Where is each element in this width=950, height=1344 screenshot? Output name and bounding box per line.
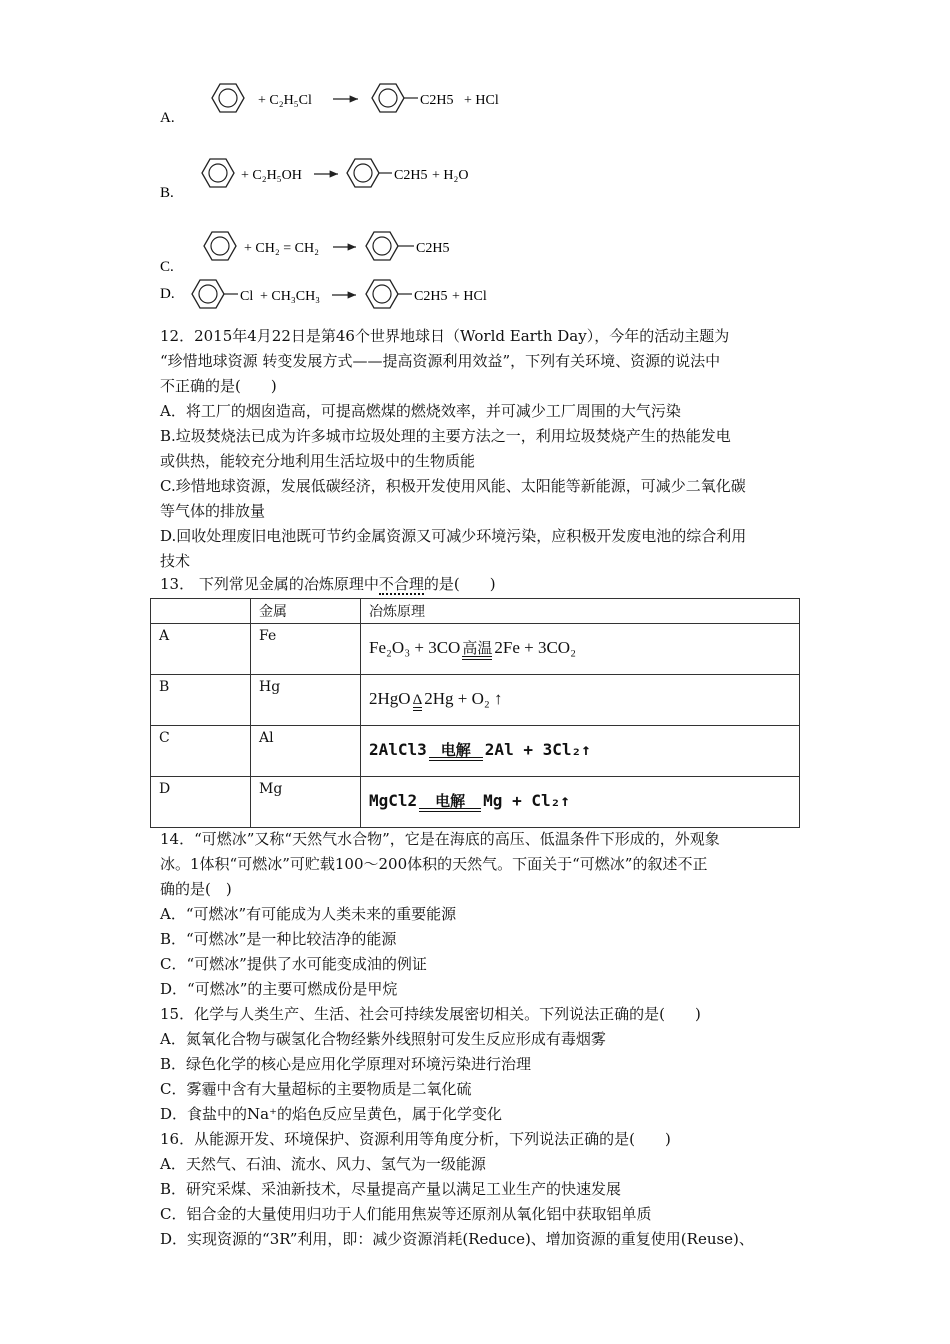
q15-option-a: A．氮氧化合物与碳氢化合物经紫外线照射可发生反应形成有毒烟雾 xyxy=(160,1030,606,1048)
q14-stem-line1: 14．“可燃冰”又称“天然气水合物”，它是在海底的高压、低温条件下形成的，外观象 xyxy=(160,830,720,848)
eq-left: 2HgO xyxy=(369,689,411,708)
table-row xyxy=(151,726,800,777)
eq-left: Fe₂O₃ + 3CO xyxy=(369,638,461,657)
eq-left: MgCl2 xyxy=(369,791,418,810)
q13-table xyxy=(150,598,800,828)
row-metal: Mg xyxy=(251,777,361,828)
q12-option-d-line2: 技术 xyxy=(160,552,191,570)
q12-option-a: A．将工厂的烟囱造高，可提高燃煤的燃烧效率，并可减少工厂周围的大气污染 xyxy=(160,402,681,420)
benzene-ring-icon xyxy=(366,232,398,260)
q12-stem-line3: 不正确的是( ) xyxy=(160,377,277,395)
eq-right: 2Hg + O₂ ↑ xyxy=(424,689,503,708)
q15-option-c: C．雾霾中含有大量超标的主要物质是二氧化硫 xyxy=(160,1080,472,1098)
q11-option-a-label: A. xyxy=(160,110,175,126)
q16-stem: 16．从能源开发、环境保护、资源利用等角度分析，下列说法正确的是( ) xyxy=(160,1130,671,1148)
table-row xyxy=(151,777,800,828)
q11-c-product-group: C2H5 xyxy=(416,241,450,256)
q14-stem-line3: 确的是( ) xyxy=(160,880,232,898)
q16-option-c: C．铝合金的大量使用归功于人们能用焦炭等还原剂从氧化铝中获取铝单质 xyxy=(160,1205,652,1223)
header-principle: 冶炼原理 xyxy=(361,599,800,624)
eq-condition xyxy=(429,743,483,761)
benzene-ring-icon xyxy=(366,280,398,308)
equation xyxy=(369,791,570,812)
condition-text: 高温 xyxy=(462,641,493,657)
q16-option-d: D．实现资源的“3R”利用，即：减少资源消耗(Reduce)、增加资源的重复使用(Reuse)、 xyxy=(160,1230,754,1248)
q12-option-c-line1: C.珍惜地球资源，发展低碳经济，积极开发使用风能、太阳能等新能源，可减少二氧化碳 xyxy=(160,477,746,495)
q12-stem-line1: 12．2015年4月22日是第46个世界地球日（World Earth Day），今年的活动主题为 xyxy=(160,327,730,345)
eq-left: 2AlCl3 xyxy=(369,740,427,759)
q11-option-c-label: C. xyxy=(160,259,174,275)
table-row xyxy=(151,675,800,726)
condition-text: 电解 xyxy=(435,792,466,810)
q14-option-b: B．“可燃冰”是一种比较洁净的能源 xyxy=(160,930,397,948)
q14-option-a: A．“可燃冰”有可能成为人类未来的重要能源 xyxy=(160,905,457,923)
row-equation xyxy=(361,777,800,828)
row-option: C xyxy=(151,726,251,777)
q14-stem-line2: 冰。1体积“可燃冰”可贮载100～200体积的天然气。下面关于“可燃冰”的叙述不正 xyxy=(160,855,708,873)
q12-option-c-line2: 等气体的排放量 xyxy=(160,502,266,520)
q12-stem-line2: “珍惜地球资源 转变发展方式——提高资源利用效益”，下列有关环境、资源的说法中 xyxy=(160,352,721,370)
q12-option-b-line1: B.垃圾焚烧法已成为许多城市垃圾处理的主要方法之一，利用垃圾焚烧产生的热能发电 xyxy=(160,427,731,445)
row-metal: Al xyxy=(251,726,361,777)
q15-option-b: B．绿色化学的核心是应用化学原理对环境污染进行治理 xyxy=(160,1055,532,1073)
eq-right: 2Al + 3Cl₂↑ xyxy=(484,740,591,759)
row-option: B xyxy=(151,675,251,726)
q11-b-byproduct: + H₂O xyxy=(432,168,469,183)
eq-right: Mg + Cl₂↑ xyxy=(483,791,570,810)
row-option: A xyxy=(151,624,251,675)
header-metal: 金属 xyxy=(251,599,361,624)
equation xyxy=(369,638,576,660)
q11-reaction-figure xyxy=(0,0,950,320)
q15-stem: 15．化学与人类生产、生活、社会可持续发展密切相关。下列说法正确的是( ) xyxy=(160,1005,701,1023)
q12-option-d-line1: D.回收处理废旧电池既可节约金属资源又可减少环境污染，应积极开发废电池的综合利用 xyxy=(160,527,747,545)
q11-b-reagent: + C₂H₅OH xyxy=(241,168,302,183)
eq-right: 2Fe + 3CO₂ xyxy=(494,638,576,657)
q11-c-reagent: + CH₂ = CH₂ xyxy=(244,241,319,256)
benzene-ring-icon xyxy=(192,280,224,308)
q11-option-d-label: D. xyxy=(160,286,175,302)
eq-condition xyxy=(413,693,423,711)
row-equation xyxy=(361,675,800,726)
q11-b-product-group: C2H5 xyxy=(394,168,428,183)
benzene-ring-icon xyxy=(202,159,234,187)
q11-a-reagent: + C₂H₅Cl xyxy=(258,93,312,108)
condition-text: 电解 xyxy=(440,741,471,759)
q11-a-byproduct: + HCl xyxy=(464,93,499,108)
q11-d-product-group: C2H5 xyxy=(414,289,448,304)
row-equation xyxy=(361,726,800,777)
row-option: D xyxy=(151,777,251,828)
eq-condition xyxy=(462,642,492,660)
q16-option-b: B．研究采煤、采油新技术，尽量提高产量以满足工业生产的快速发展 xyxy=(160,1180,622,1198)
q13-stem-pre: 13． 下列常见金属的冶炼原理中 xyxy=(160,575,379,593)
equation xyxy=(369,740,591,761)
table-row xyxy=(151,624,800,675)
q13-stem-emphasis: 不合理 xyxy=(378,575,424,593)
benzene-ring-icon xyxy=(372,84,404,112)
q13-stem xyxy=(160,574,496,594)
row-equation xyxy=(361,624,800,675)
q15-option-d: D．食盐中的Na⁺的焰色反应呈黄色，属于化学变化 xyxy=(160,1105,503,1123)
q11-d-reactant-group: Cl xyxy=(240,289,254,304)
benzene-ring-icon xyxy=(212,84,244,112)
q11-d-byproduct: + HCl xyxy=(452,289,487,304)
table-header-row xyxy=(151,599,800,624)
benzene-ring-icon xyxy=(347,159,379,187)
row-metal: Fe xyxy=(251,624,361,675)
q14-option-d: D．“可燃冰”的主要可燃成份是甲烷 xyxy=(160,980,398,998)
equation xyxy=(369,689,503,711)
q11-d-reagent: + CH₃CH₃ xyxy=(260,289,321,304)
q13-stem-post: 的是( ) xyxy=(423,575,496,593)
q12-option-b-line2: 或供热，能较充分地利用生活垃圾中的生物质能 xyxy=(160,452,476,470)
condition-text: Δ xyxy=(412,692,423,708)
q11-a-product-group: C2H5 xyxy=(420,93,454,108)
q14-option-c: C．“可燃冰”提供了水可能变成油的例证 xyxy=(160,955,427,973)
benzene-ring-icon xyxy=(204,232,236,260)
header-option xyxy=(151,599,251,624)
row-metal: Hg xyxy=(251,675,361,726)
eq-condition xyxy=(419,794,481,812)
q11-option-b-label: B. xyxy=(160,185,174,201)
q16-option-a: A．天然气、石油、流水、风力、氢气为一级能源 xyxy=(160,1155,486,1173)
